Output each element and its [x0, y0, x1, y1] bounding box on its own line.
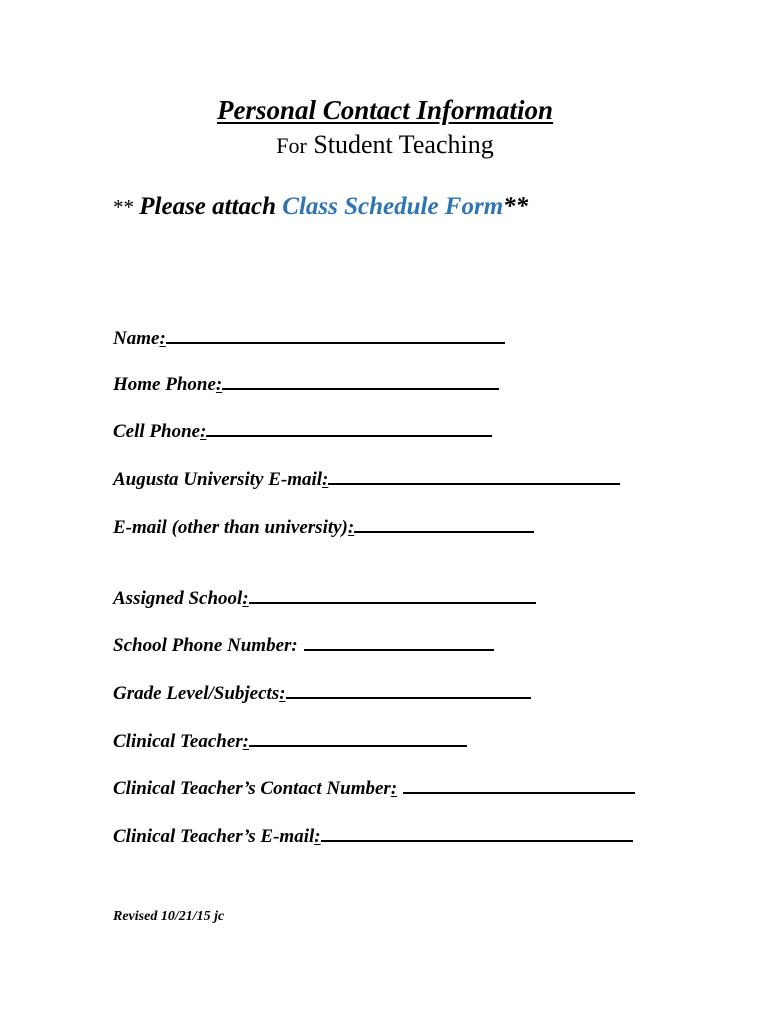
- field-au-email-line[interactable]: [328, 463, 620, 485]
- field-au-email: [113, 463, 620, 489]
- attach-text: Please attach: [139, 193, 283, 220]
- field-clinical-teacher-colon: :: [242, 731, 249, 752]
- field-clinical-contact-colon: :: [390, 778, 398, 799]
- attach-trail-stars: **: [503, 193, 529, 220]
- field-cell-phone-colon: :: [200, 421, 207, 442]
- field-other-email-colon: :: [347, 517, 355, 538]
- field-school-phone-colon: :: [291, 635, 298, 656]
- field-name-line[interactable]: [166, 322, 505, 344]
- subtitle-lead: For: [276, 133, 307, 158]
- field-home-phone-line[interactable]: [222, 368, 499, 390]
- field-grade-level-label: Grade Level/Subjects: [113, 683, 280, 704]
- field-clinical-contact-label: Clinical Teacher’s Contact Number: [113, 778, 391, 799]
- revised-note: Revised 10/21/15 jc: [113, 909, 225, 924]
- field-clinical-email: [113, 820, 633, 846]
- field-assigned-school-label: Assigned School: [113, 588, 243, 609]
- field-grade-level: [113, 677, 531, 703]
- field-cell-phone-line[interactable]: [206, 415, 492, 437]
- field-clinical-teacher-label: Clinical Teacher: [113, 731, 243, 752]
- field-home-phone-colon: :: [215, 374, 223, 395]
- field-grade-level-colon: :: [279, 683, 286, 704]
- field-school-phone-line[interactable]: [304, 629, 494, 651]
- field-name-colon: :: [159, 328, 166, 349]
- field-name-label: Name: [113, 328, 160, 349]
- field-home-phone-label: Home Phone: [113, 374, 216, 395]
- field-cell-phone-label: Cell Phone: [113, 421, 201, 442]
- field-clinical-contact: [113, 772, 635, 798]
- field-assigned-school-line[interactable]: [249, 582, 536, 604]
- class-schedule-form-link[interactable]: Class Schedule Form: [282, 193, 504, 220]
- subtitle-rest: Student Teaching: [306, 130, 494, 159]
- attach-note: [113, 190, 528, 224]
- field-other-email-label: E-mail (other than university): [113, 517, 348, 538]
- field-other-email: [113, 511, 534, 537]
- field-au-email-label: Augusta University E-mail: [113, 469, 323, 490]
- field-clinical-email-label: Clinical Teacher’s E-mail: [113, 826, 315, 847]
- field-clinical-teacher: [113, 725, 467, 751]
- field-clinical-email-colon: :: [314, 826, 321, 847]
- field-au-email-colon: :: [322, 469, 329, 490]
- field-assigned-school-colon: :: [242, 588, 249, 609]
- field-other-email-line[interactable]: [354, 511, 534, 533]
- field-assigned-school: [113, 582, 536, 608]
- form-subtitle: [0, 128, 770, 163]
- attach-lead-stars: **: [113, 195, 140, 219]
- field-school-phone: [113, 629, 494, 655]
- field-home-phone: [113, 368, 499, 394]
- field-clinical-teacher-line[interactable]: [249, 725, 467, 747]
- field-clinical-contact-line[interactable]: [403, 772, 635, 794]
- form-title: Personal Contact Information: [216, 95, 554, 125]
- field-grade-level-line[interactable]: [286, 677, 531, 699]
- field-clinical-email-line[interactable]: [321, 820, 633, 842]
- field-cell-phone: [113, 415, 492, 441]
- field-school-phone-label: School Phone Number: [113, 635, 292, 656]
- field-name: [113, 322, 505, 348]
